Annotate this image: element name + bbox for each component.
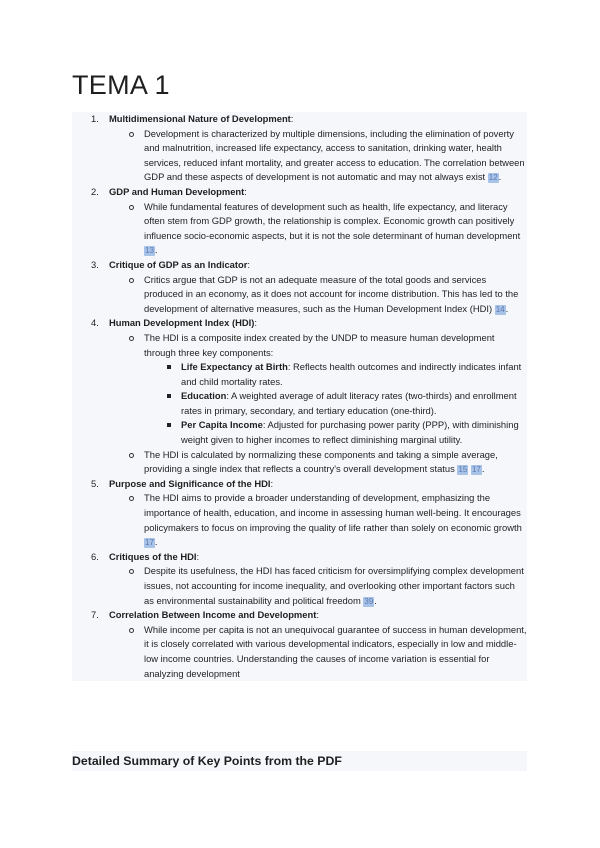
square-bullet-icon — [167, 423, 171, 427]
citation-link[interactable]: 12 — [488, 173, 498, 183]
hollow-bullet-icon — [129, 132, 134, 137]
section-heading-suffix: : — [254, 317, 257, 329]
bullet-item — [72, 564, 527, 608]
sub-bullet-label: Education — [181, 390, 227, 402]
citation-link[interactable]: 17 — [145, 538, 154, 548]
section-2 — [72, 185, 527, 258]
hollow-bullet-icon — [129, 336, 134, 341]
section-heading-suffix: : — [196, 550, 200, 562]
section-heading-suffix: : — [316, 609, 319, 621]
section-number: 7. — [91, 609, 99, 621]
summary-heading: Detailed Summary of Key Points from the PDF — [72, 751, 527, 771]
citation-link[interactable]: 39 — [364, 596, 374, 606]
section-number: 3. — [91, 258, 99, 270]
section-number: 2. — [91, 185, 99, 197]
sub-bullet-item — [72, 360, 527, 389]
sub-bullet-label: Per Capita Income — [181, 419, 263, 431]
bullet-text: The HDI is a composite index created by the UNDP to measure human development through three key components: — [144, 331, 495, 358]
section-heading-text: GDP and Human Development — [109, 185, 245, 197]
bullet-text: While fundamental features of development such as health, life expectancy, and literacy often stem from GDP growth, the relationship is complex. Economic growth can positively influence socio-economic aspects, but it is not the sole determinant of human development — [144, 200, 521, 241]
bullet-text: Despite its usefulness, the HDI has faced criticism for oversimplifying complex development issues, not accounting for income inequality, and overlooking other important factors such as environmental sustainability and political freedom — [144, 565, 524, 606]
bullet-text: Development is characterized by multiple dimensions, including the elimination of poverty and malnutrition, increased life expectancy, access to sanitation, drinking water, health services, reduced infant mortality, and greater access to education. The correlation between GDP and these aspects of development is not automatic and may not always exist — [144, 127, 525, 183]
bullet-text: While income per capita is not an unequivocal guarantee of success in human development, it is closely correlated with various developmental indicators, especially in low and middle-low income countries. Understanding the causes of income variation is essential for analyzing development — [144, 623, 527, 679]
hollow-bullet-icon — [129, 205, 134, 210]
sub-bullet-item — [72, 418, 527, 447]
bullet-end: . — [374, 594, 377, 606]
citation-link[interactable]: 15 — [458, 465, 468, 475]
bullet-item — [72, 623, 527, 681]
section-heading-text: Correlation Between Income and Development — [109, 609, 317, 621]
square-bullet-icon — [167, 365, 171, 369]
section-heading-suffix: : — [247, 258, 251, 270]
section-6 — [72, 550, 527, 608]
sub-bullet-label: Life Expectancy at Birth — [181, 361, 288, 373]
bullet-text: Critics argue that GDP is not an adequate measure of the total goods and services produced in an economy, as it does not account for income distribution. This has led to the development of alternative measures, such as the Human Development Index (HDI) — [144, 273, 519, 314]
section-1 — [72, 112, 527, 185]
section-heading — [72, 608, 527, 623]
section-number: 5. — [91, 477, 99, 489]
bullet-item — [72, 448, 527, 477]
sub-bullet-text: : A weighted average of adult literacy rates (two-thirds) and enrollment rates in primary, secondary, and tertiary education (one-third). — [181, 390, 517, 416]
section-4 — [72, 316, 527, 477]
section-3 — [72, 258, 527, 316]
section-heading-text: Critique of GDP as an Indicator — [109, 258, 248, 270]
section-heading-text: Purpose and Significance of the HDI — [109, 477, 271, 489]
section-heading-suffix: : — [270, 477, 274, 489]
bullet-end: . — [481, 463, 485, 475]
section-list — [72, 112, 527, 681]
bullet-end: . — [498, 171, 502, 183]
square-bullet-icon — [167, 394, 171, 398]
hollow-bullet-icon — [129, 496, 134, 501]
bullet-end: . — [154, 536, 158, 548]
section-heading-text: Human Development Index (HDI) — [109, 317, 255, 329]
page-title: TEMA 1 — [72, 70, 170, 100]
section-number: 4. — [91, 317, 99, 329]
section-number: 6. — [91, 550, 99, 562]
hollow-bullet-icon — [129, 569, 134, 574]
hollow-bullet-icon — [129, 628, 134, 633]
section-7 — [72, 608, 527, 681]
sub-bullet-item — [72, 389, 527, 418]
section-heading-suffix: : — [244, 185, 247, 197]
section-heading — [72, 550, 527, 565]
bullet-item — [72, 491, 527, 549]
bullet-end: . — [505, 302, 509, 314]
section-heading-text: Multidimensional Nature of Development — [109, 113, 291, 124]
section-heading — [72, 185, 527, 200]
bullet-item — [72, 127, 527, 185]
section-5 — [72, 477, 527, 550]
section-heading — [72, 112, 527, 127]
hollow-bullet-icon — [129, 278, 134, 283]
section-heading-text: Critiques of the HDI — [109, 550, 197, 562]
bullet-item — [72, 273, 527, 317]
section-number: 1. — [91, 113, 99, 124]
citation-link[interactable]: 17 — [471, 465, 481, 475]
section-heading-suffix: : — [290, 113, 294, 124]
sub-bullet-text: : Reflects health outcomes and indirectly indicates infant and child mortality rates. — [181, 361, 522, 387]
section-heading — [72, 258, 527, 273]
citation-link[interactable]: 14 — [495, 304, 505, 314]
bullet-end: . — [154, 244, 158, 256]
hollow-bullet-icon — [129, 453, 134, 458]
citation-link[interactable]: 13 — [145, 246, 154, 256]
section-heading — [72, 477, 527, 492]
sub-bullet-text: : Adjusted for purchasing power parity (PPP), with diminishing weight given to higher incomes to reflect diminishing marginal utility. — [181, 419, 519, 446]
bullet-item — [72, 331, 527, 360]
bullet-text: The HDI aims to provide a broader understanding of development, emphasizing the importance of health, education, and income in assessing human well-being. It encourages policymakers to focus on improving the quality of life rather than solely on economic growth — [144, 492, 522, 533]
section-heading — [72, 316, 527, 331]
bullet-item — [72, 200, 527, 258]
bullet-text: The HDI is calculated by normalizing these components and taking a simple average, providing a single index that reflects a country's overall development status — [144, 448, 498, 475]
